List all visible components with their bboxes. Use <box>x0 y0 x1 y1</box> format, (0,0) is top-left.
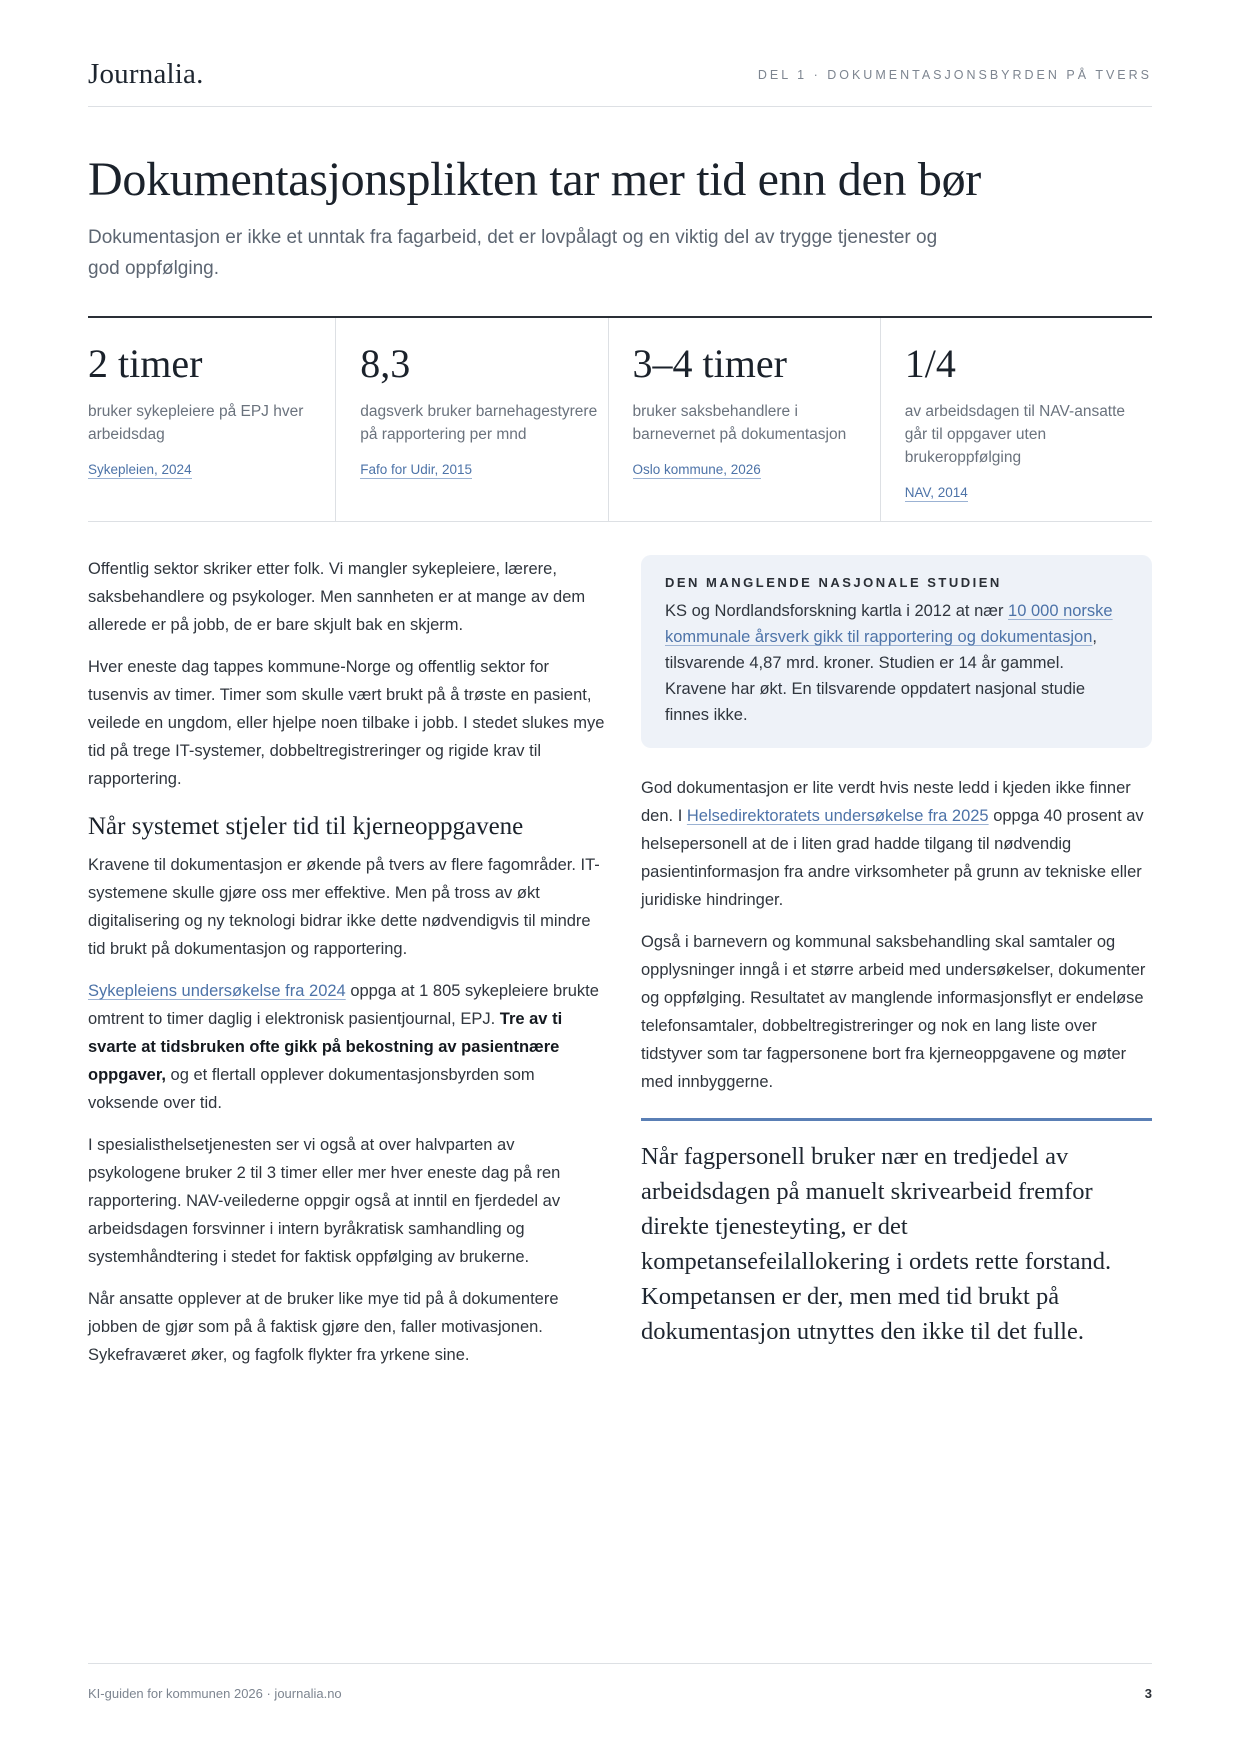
stat-source-link[interactable]: Oslo kommune, 2026 <box>632 462 761 477</box>
ks-study-link[interactable]: 10 000 norske kommunale årsverk gikk til rapportering og dokumentasjon <box>665 602 1113 646</box>
right-column <box>641 555 1152 1349</box>
stat-description: av arbeidsdagen til NAV-ansatte går til oppgaver uten brukeroppfølging <box>904 403 1126 466</box>
stat-value: 2 timer <box>88 341 203 386</box>
page-header <box>88 58 1152 107</box>
info-box <box>641 555 1152 748</box>
pull-quote: Når fagpersonell bruker nær en tredjedel av arbeidsdagen på manuelt skrivearbeid fremfor direkte tjenesteyting, er det kompetansefeilallokering i ordets rette forstand. Kompetansen er der, men med tid brukt på dokumentasjon utnyttes den ikke til det fulle. <box>641 1118 1152 1349</box>
paragraph-text: God dokumentasjon er lite verdt hvis neste ledd i kjeden ikke finner den. I <box>641 779 1131 825</box>
section-label: DEL 1 · DOKUMENTASJONSBYRDEN PÅ TVERS <box>757 68 1152 82</box>
stat-description: dagsverk bruker barnehagestyrere på rapportering per mnd <box>360 403 598 443</box>
body-paragraph: Også i barnevern og kommunal saksbehandling skal samtaler og opplysninger inngå i et større arbeid med undersøkelser, dokumenter og oppfølging. Resultatet av manglende informasjonsflyt er endeløse telefonsamtaler, dobbeltregistreringer og nok en lang liste over tidstyver som tar fagpersonene bort fra kjerneoppgavene og møter med innbyggerne. <box>641 933 1146 1091</box>
stat-card <box>336 318 608 521</box>
stat-source-link[interactable]: Sykepleien, 2024 <box>88 462 192 477</box>
body-paragraph: Kravene til dokumentasjon er økende på tvers av flere fagområder. IT-systemene skulle gjøre oss mer effektive. Men på tross av økt digitalisering og ny teknologi bidrar ikke dette nødvendigvis til mindre tid brukt på dokumentasjon og rapportering. <box>88 856 600 958</box>
page-number: 3 <box>1144 1686 1152 1701</box>
emphasis-text: Tre av ti svarte at tidsbruken ofte gikk på bekostning av pasientnære oppgaver, <box>88 1010 563 1084</box>
stat-value: 3–4 timer <box>632 341 787 386</box>
body-paragraph: Når ansatte opplever at de bruker like mye tid på å dokumentere jobben de gjør som på å faktisk gjøre den, faller motivasjonen. Sykefraværet øker, og fagfolk flykter fra yrkene sine. <box>88 1290 559 1364</box>
sykepleien-survey-link[interactable]: Sykepleiens undersøkelse fra 2024 <box>88 982 346 1000</box>
paragraph-text: oppga at 1 805 sykepleiere brukte omtrent to timer daglig i elektronisk pasientjournal, EPJ. <box>88 982 599 1028</box>
page-title: Dokumentasjonsplikten tar mer tid enn den bør <box>88 153 981 206</box>
stat-card <box>609 318 881 521</box>
paragraph-text: oppga 40 prosent av helsepersonell at de i liten grad hadde tilgang til nødvendig pasientinformasjon fra andre virksomheter på grunn av tekniske eller juridiske hindringer. <box>641 807 1144 909</box>
left-column <box>88 555 608 1383</box>
stat-description: bruker sykepleiere på EPJ hver arbeidsdag <box>88 403 304 443</box>
document-page <box>88 0 1152 1754</box>
body-paragraph <box>88 977 608 1117</box>
helsedirektoratet-survey-link[interactable]: Helsedirektoratets undersøkelse fra 2025 <box>686 807 989 825</box>
stat-description: bruker saksbehandlere i barnevernet på dokumentasjon <box>632 403 847 443</box>
paragraph-text: og et flertall opplever dokumentasjonsbyrden som voksende over tid. <box>88 1066 535 1112</box>
body-paragraph <box>641 774 1152 914</box>
info-box-title: DEN MANGLENDE NASJONALE STUDIEN <box>665 575 1002 590</box>
body-paragraph: I spesialisthelsetjenesten ser vi også at over halvparten av psykologene bruker 2 til 3 timer eller mer hver eneste dag på ren rapportering. NAV-veilederne oppgir også at inntil en fjerdedel av arbeidsdagen forsvinner i intern byråkratisk samhandling og systemhåndtering i stedet for faktisk oppfølging av brukerne. <box>88 1136 561 1266</box>
page-footer <box>88 1663 1152 1701</box>
info-box-text <box>665 598 1128 728</box>
body-paragraph: Hver eneste dag tappes kommune-Norge og offentlig sektor for tusenvis av timer. Timer som skulle vært brukt på å trøste en pasient, veilede en ungdom, eller hjelpe noen tilbake i jobb. I stedet slukes mye tid på trege IT-systemer, dobbeltregistreringer og rigide krav til rapportering. <box>88 658 605 788</box>
footer-text: KI-guiden for kommunen 2026 · journalia.no <box>88 1686 342 1701</box>
stat-source-link[interactable]: NAV, 2014 <box>904 485 968 500</box>
stat-card <box>881 318 1152 521</box>
body-paragraph: Offentlig sektor skriker etter folk. Vi mangler sykepleiere, lærere, saksbehandlere og psykologer. Men sannheten er at mange av dem allerede er på jobb, de er bare skjult bak en skjerm. <box>88 560 586 634</box>
lead-paragraph: Dokumentasjon er ikke et unntak fra fagarbeid, det er lovpålagt og en viktig del av trygge tjenester og god oppfølging. <box>88 227 938 279</box>
stats-row <box>88 316 1152 522</box>
paragraph-text: , tilsvarende 4,87 mrd. kroner. Studien er 14 år gammel. Kravene har økt. En tilsvarende oppdatert nasjonal studie finnes ikke. <box>665 628 1097 724</box>
stat-value: 8,3 <box>360 341 411 386</box>
logo: Journalia. <box>88 58 204 90</box>
paragraph-text: KS og Nordlandsforskning kartla i 2012 at nær <box>665 602 1009 620</box>
stat-card <box>88 318 336 521</box>
section-heading: Når systemet stjeler tid til kjerneoppgavene <box>88 813 524 840</box>
stat-source-link[interactable]: Fafo for Udir, 2015 <box>360 462 473 477</box>
stat-value: 1/4 <box>904 341 956 386</box>
